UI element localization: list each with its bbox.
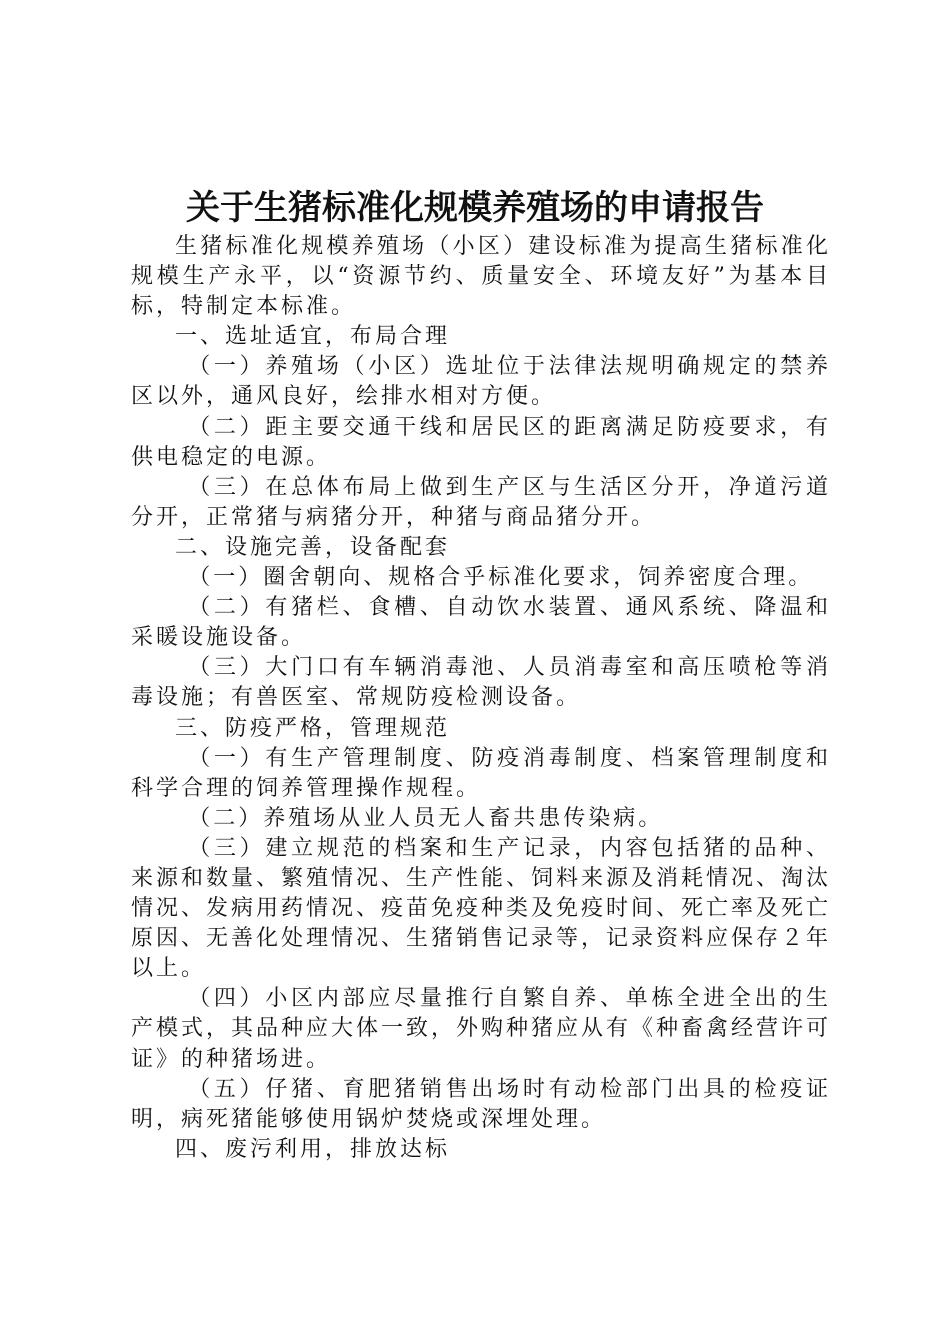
intro-paragraph: 生猪标准化规模养殖场（小区）建设标准为提高生猪标准化规模生产永平，以“资源节约、质量安全、环境友好”为基本目标，特制定本标准。 bbox=[131, 234, 831, 320]
section-3-item-3: （三）建立规范的档案和生产记录，内容包括猪的品种、来源和数量、繁殖情况、生产性能、饲料来源及消耗情况、淘汰情况、发病用药情况、疫苗免疫种类及免疫时间、死亡率及死亡原因、无善化处理情况、生猪销售记录等，记录资料应保存２年以上。 bbox=[131, 835, 832, 982]
section-3-item-4: （四）小区内部应尽量推行自繁自养、单栋全进全出的生产模式，其品种应大体一致，外购种猪应从有《种畜禽经营许可证》的种猪场进。 bbox=[131, 986, 832, 1072]
section-3-item-2: （二）养殖场从业人员无人畜共患传染病。 bbox=[188, 805, 664, 831]
section-heading-3: 三、防疫严格，管理规范 bbox=[175, 715, 451, 741]
section-3-item-5: （五）仔猪、育肥猪销售出场时有动检部门出具的检疫证明，病死猪能够使用锅炉焚烧或深埋处理。 bbox=[131, 1076, 831, 1132]
section-1-item-3: （三）在总体布局上做到生产区与生活区分开，净道污道分开，正常猪与病猪分开，种猪与商品猪分开。 bbox=[131, 474, 831, 530]
section-1-item-2: （二）距主要交通干线和居民区的距离满足防疫要求，有供电稳定的电源。 bbox=[131, 414, 831, 470]
section-3-item-1: （一）有生产管理制度、防疫消毒制度、档案管理制度和科学合理的饲养管理操作规程。 bbox=[131, 745, 831, 801]
section-1-item-1: （一）养殖场（小区）选址位于法律法规明确规定的禁养区以外，通风良好，绘排水相对方便。 bbox=[131, 354, 831, 410]
section-2-item-1: （一）圈舍朝向、规格合乎标准化要求，饲养密度合理。 bbox=[188, 565, 814, 591]
section-heading-4: 四、废污利用，排放达标 bbox=[175, 1136, 451, 1162]
section-heading-1: 一、选址适宜，布局合理 bbox=[175, 324, 451, 350]
section-2-item-2: （二）有猪栏、食槽、自动饮水装置、通风系统、降温和采暖设施设备。 bbox=[131, 595, 831, 651]
document-body bbox=[131, 232, 831, 1165]
section-heading-2: 二、设施完善，设备配套 bbox=[175, 534, 451, 560]
section-2-item-3: （三）大门口有车辆消毒池、人员消毒室和高压喷枪等消毒设施；有兽医室、常规防疫检测设备。 bbox=[131, 655, 831, 711]
document-title: 关于生猪标准化规模养殖场的申请报告 bbox=[186, 188, 764, 228]
